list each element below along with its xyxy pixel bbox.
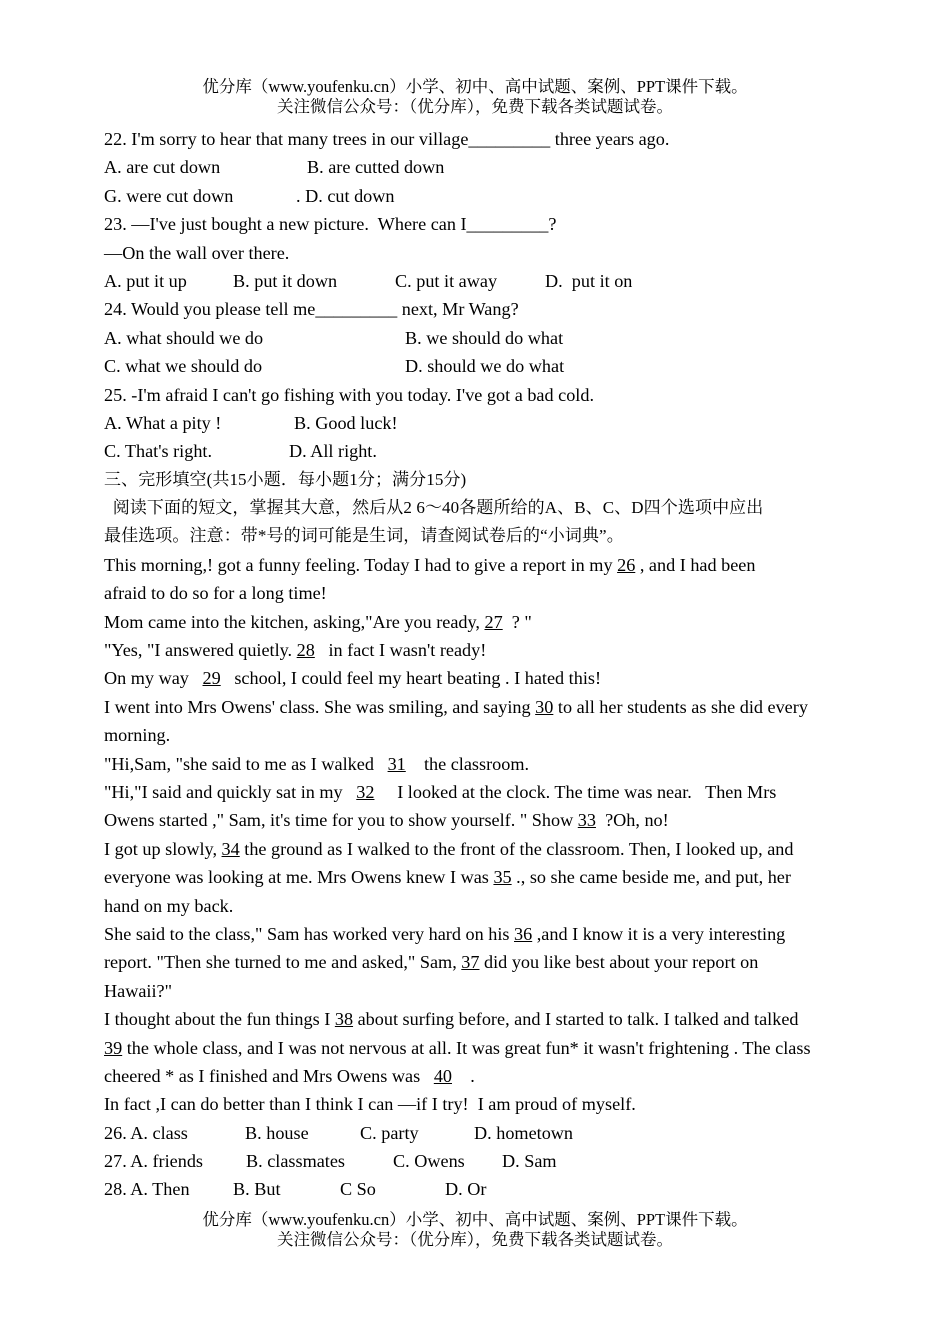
passage-line [104,806,850,834]
passage-text: . [452,1065,475,1086]
option-22c: G. were cut down [104,185,234,206]
option-24c: C. what we should do [104,356,263,377]
passage-line [104,1034,850,1062]
passage-line [104,920,850,948]
question-22-options-cd [104,182,850,210]
option-28c: C So [340,1179,376,1200]
blank-33: 33 [577,810,596,831]
question-23-reply: —On the wall over there. [104,242,290,263]
question-25-stem: 25. -I'm afraid I can't go fishing with you today. I've got a bad cold. [104,384,594,405]
option-25b: B. Good luck! [294,412,398,433]
passage-line [104,1062,850,1090]
options-27 [104,1147,850,1175]
option-27d: D. Sam [502,1151,557,1172]
option-28a: 28. A. Then [104,1179,190,1200]
passage-text: everyone was looking at me. Mrs Owens knew I was [104,867,494,888]
passage-line [104,835,850,863]
passage-text: Mom came into the kitchen, asking,"Are you ready, [104,611,485,632]
option-24a: A. what should we do [104,327,264,348]
passage-text: I got up slowly, [104,838,222,859]
question-24-options-ab [104,324,850,352]
option-22b: B. are cutted down [307,157,445,178]
passage-text: the whole class, and I was not nervous at all. It was great fun* it wasn't frightening . The class [122,1037,811,1058]
passage-line: morning. [104,725,171,746]
page-content [104,125,850,1204]
option-24d: D. should we do what [405,356,565,377]
option-27a: 27. A. friends [104,1151,204,1172]
passage-text: ?Oh, no! [595,810,669,831]
header-line-2: 关注微信公众号：（优分库），免费下载各类试题试卷。 [277,97,673,116]
passage-text: On my way [104,668,203,689]
blank-37: 37 [461,952,480,973]
passage-text: in fact I wasn't ready! [314,640,487,661]
passage-line [104,750,850,778]
passage-line [104,636,850,664]
passage-text: I looked at the clock. The time was near. Then Mrs [374,781,777,802]
question-23-stem: 23. —I've just bought a new picture. Where can I_________? [104,214,557,235]
blank-28: 28 [296,640,315,661]
question-24-stem: 24. Would you please tell me_________ next, Mr Wang? [104,299,519,320]
option-25d: D. All right. [289,441,377,462]
passage-line [104,778,850,806]
passage-line [104,693,850,721]
blank-26: 26 [617,554,636,575]
option-23c: C. put it away [395,270,498,291]
option-26b: B. house [245,1122,309,1143]
section-3-title: 三、完形填空(共15小题．每小题1分；满分15分) [104,469,467,489]
passage-line [104,948,850,976]
passage-text: "Yes, "I answered quietly. [104,640,297,661]
option-23a: A. put it up [104,270,187,291]
passage-line [104,551,850,579]
passage-line: hand on my back. [104,895,234,916]
passage-text: the classroom. [405,753,530,774]
passage-text: ,and I know it is a very interesting [532,923,786,944]
passage-text: I went into Mrs Owens' class. She was smiling, and saying [104,696,536,717]
passage-text: the ground as I walked to the front of the classroom. Then, I looked up, and [239,838,794,859]
blank-30: 30 [535,696,554,717]
option-23d: D. put it on [545,270,633,291]
option-26d: D. hometown [474,1122,574,1143]
passage-text: school, I could feel my heart beating . I hated this! [220,668,602,689]
option-22d: . D. cut down [296,185,395,206]
option-22a: A. are cut down [104,157,221,178]
option-26c: C. party [360,1122,419,1143]
blank-40: 40 [433,1065,452,1086]
option-28b: B. But [233,1179,281,1200]
passage-text: She said to the class," Sam has worked very hard on his [104,923,515,944]
blank-32: 32 [356,781,375,802]
passage-text: , and I had been [635,554,756,575]
question-24-options-cd [104,352,850,380]
option-27b: B. classmates [246,1151,346,1172]
passage-line: Hawaii?" [104,980,173,1001]
option-24b: B. we should do what [405,327,564,348]
option-26a: 26. A. class [104,1122,188,1143]
passage-line [104,1005,850,1033]
option-25c: C. That's right. [104,441,213,462]
passage-text: "Hi,Sam, "she said to me as I walked [104,753,388,774]
blank-31: 31 [387,753,406,774]
blank-29: 29 [202,668,221,689]
option-28d: D. Or [445,1179,487,1200]
question-22-stem: 22. I'm sorry to hear that many trees in our village_________ three years ago. [104,129,670,149]
question-25-options-ab [104,409,850,437]
passage-text: I thought about the fun things I [104,1009,335,1030]
page-header [0,77,950,117]
option-27c: C. Owens [393,1151,465,1172]
header-line-1: 优分库（www.youfenku.cn）小学、初中、高中试题、案例、PPT课件下载。 [202,77,748,96]
passage-line: In fact ,I can do better than I think I can —if I try! I am proud of myself. [104,1094,636,1115]
blank-39: 39 [104,1037,123,1058]
passage-text: This morning,! got a funny feeling. Today I had to give a report in my [104,554,618,575]
passage-text: ., so she came beside me, and put, her [511,867,791,888]
options-28 [104,1175,850,1203]
blank-35: 35 [493,867,512,888]
passage-line: afraid to do so for a long time! [104,583,327,604]
passage-text: ? " [502,611,532,632]
section-3-instructions-1: 阅读下面的短文，掌握其大意，然后从2 6～40各题所给的A、B、C、D四个选项中应出 [104,498,764,518]
section-3-instructions-2: 最佳选项。注意：带*号的词可能是生词，请查阅试卷后的“小词典”。 [104,526,624,546]
blank-36: 36 [514,923,533,944]
footer-line-2: 关注微信公众号：（优分库），免费下载各类试题试卷。 [277,1230,673,1249]
option-23b: B. put it down [233,270,338,291]
page-footer [0,1210,950,1250]
blank-34: 34 [221,838,240,859]
passage-line [104,608,850,636]
passage-line [104,664,850,692]
option-25a: A. What a pity ! [104,412,222,433]
passage-text: Owens started ," Sam, it's time for you to show yourself. " Show [104,810,578,831]
passage-text: "Hi,"I said and quickly sat in my [104,781,357,802]
blank-27: 27 [484,611,503,632]
options-26 [104,1119,850,1147]
passage-text: did you like best about your report on [479,952,759,973]
passage-text: to all her students as she did every [553,696,808,717]
passage-text: about surfing before, and I started to talk. I talked and talked [353,1009,799,1030]
passage-line [104,863,850,891]
blank-38: 38 [334,1009,354,1030]
question-23-options [104,267,850,295]
passage-text: report. "Then she turned to me and asked," Sam, [104,952,462,973]
passage-text: cheered * as I finished and Mrs Owens was [104,1065,434,1086]
question-25-options-cd [104,437,850,465]
question-22-options-ab [104,153,850,181]
footer-line-1: 优分库（www.youfenku.cn）小学、初中、高中试题、案例、PPT课件下载。 [202,1210,748,1229]
